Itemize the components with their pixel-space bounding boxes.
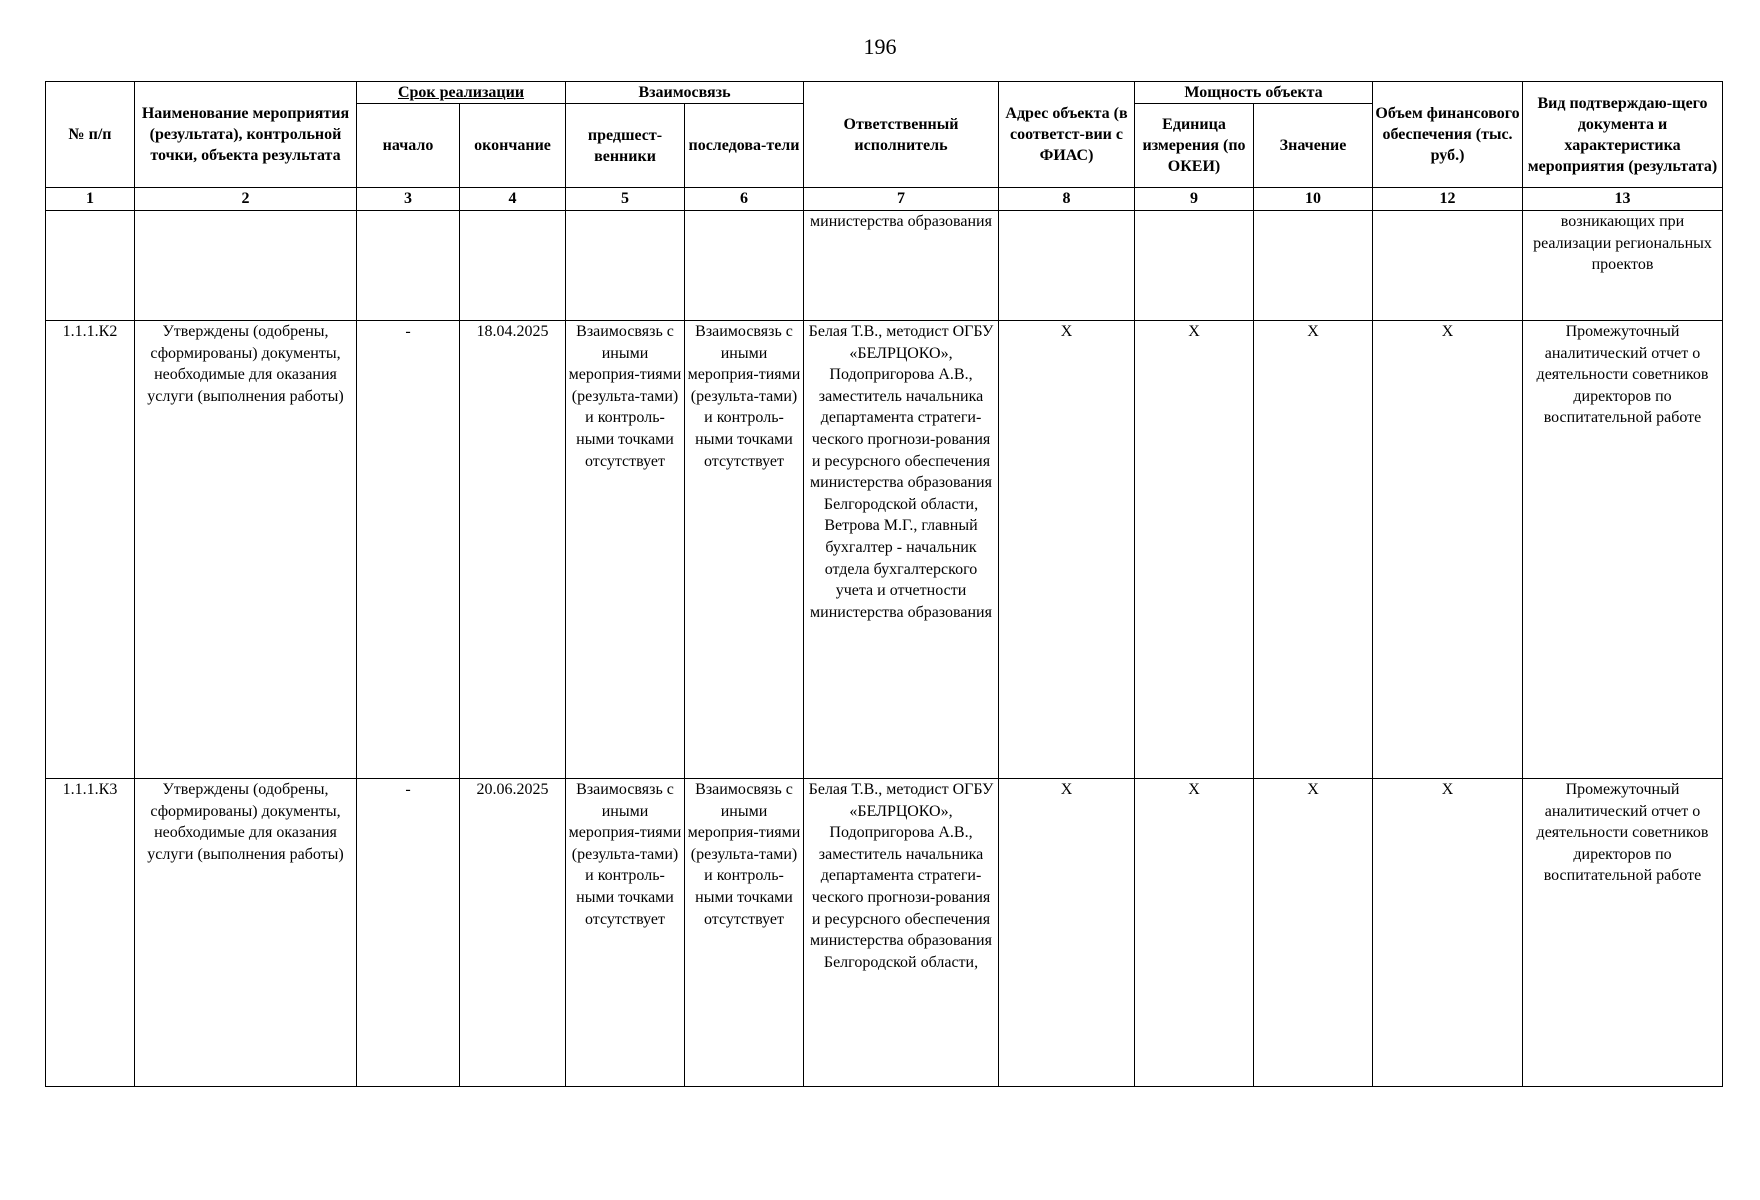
column-number: 9 (1135, 188, 1254, 211)
table-row (46, 321, 1723, 779)
column-number: 8 (999, 188, 1135, 211)
cell-finance: X (1373, 779, 1523, 1087)
cell-id: 1.1.1.К3 (46, 779, 135, 1087)
cell-successors (685, 211, 804, 321)
cell-responsible: министерства образования (804, 211, 999, 321)
header-col-responsible: Ответственный исполнитель (804, 82, 999, 188)
header-col-successors: последова-тели (685, 104, 804, 188)
column-number: 6 (685, 188, 804, 211)
cell-document: Промежуточный аналитический отчет о деятельности советников директоров по воспитательной работе (1523, 779, 1723, 1087)
cell-name: Утверждены (одобрены, сформированы) документы, необходимые для оказания услуги (выполнения работы) (135, 321, 357, 779)
cell-responsible: Белая Т.В., методист ОГБУ «БЕЛРЦОКО», Подопригорова А.В., заместитель начальника департамента стратеги-ческого прогнози-рования и ресурсного обеспечения министерства образования Белгородской области, (804, 779, 999, 1087)
column-number: 5 (566, 188, 685, 211)
cell-name (135, 211, 357, 321)
column-number: 13 (1523, 188, 1723, 211)
column-number: 10 (1254, 188, 1373, 211)
cell-unit: X (1135, 779, 1254, 1087)
column-number: 7 (804, 188, 999, 211)
cell-end: 20.06.2025 (460, 779, 566, 1087)
cell-finance: X (1373, 321, 1523, 779)
header-col-start: начало (357, 104, 460, 188)
cell-finance (1373, 211, 1523, 321)
cell-address: X (999, 779, 1135, 1087)
header-col-predecessors: предшест-венники (566, 104, 685, 188)
cell-id: 1.1.1.К2 (46, 321, 135, 779)
cell-name: Утверждены (одобрены, сформированы) документы, необходимые для оказания услуги (выполнения работы) (135, 779, 357, 1087)
cell-address (999, 211, 1135, 321)
header-col-unit: Единица измерения (по ОКЕИ) (1135, 104, 1254, 188)
header-col-address: Адрес объекта (в соответст-вии с ФИАС) (999, 82, 1135, 188)
cell-responsible: Белая Т.В., методист ОГБУ «БЕЛРЦОКО», Подопригорова А.В., заместитель начальника департамента стратеги-ческого прогнози-рования и ресурсного обеспечения министерства образования Белгородской области, Ветрова М.Г., главный бухгалтер - начальник отдела бухгалтерского учета и отчетности министерства образования (804, 321, 999, 779)
cell-value (1254, 211, 1373, 321)
header-col-finance: Объем финансового обеспечения (тыс. руб.) (1373, 82, 1523, 188)
cell-start: - (357, 779, 460, 1087)
header-group-link: Взаимосвязь (566, 82, 804, 104)
cell-document: Промежуточный аналитический отчет о деятельности советников директоров по воспитательной работе (1523, 321, 1723, 779)
header-col-number: № п/п (46, 82, 135, 188)
cell-unit (1135, 211, 1254, 321)
header-col-end: окончание (460, 104, 566, 188)
cell-start: - (357, 321, 460, 779)
header-col-value: Значение (1254, 104, 1373, 188)
column-number: 2 (135, 188, 357, 211)
column-number: 1 (46, 188, 135, 211)
cell-predecessors: Взаимосвязь с иными мероприя-тиями (результа-тами) и контроль-ными точками отсутствует (566, 779, 685, 1087)
table-row (46, 779, 1723, 1087)
plan-table (45, 81, 1723, 1087)
cell-id (46, 211, 135, 321)
cell-value: X (1254, 321, 1373, 779)
cell-start (357, 211, 460, 321)
cell-address: X (999, 321, 1135, 779)
cell-value: X (1254, 779, 1373, 1087)
column-number: 3 (357, 188, 460, 211)
cell-end: 18.04.2025 (460, 321, 566, 779)
header-group-power: Мощность объекта (1135, 82, 1373, 104)
header-col-document: Вид подтверждаю-щего документа и характеристика мероприятия (результата) (1523, 82, 1723, 188)
cell-document: возникающих при реализации региональных проектов (1523, 211, 1723, 321)
column-number: 12 (1373, 188, 1523, 211)
cell-unit: X (1135, 321, 1254, 779)
column-number-row (46, 188, 1723, 211)
cell-predecessors (566, 211, 685, 321)
cell-predecessors: Взаимосвязь с иными мероприя-тиями (результа-тами) и контроль-ными точками отсутствует (566, 321, 685, 779)
table-row (46, 211, 1723, 321)
page-number: 196 (863, 34, 897, 59)
header-row-1 (46, 82, 1723, 104)
header-col-name: Наименование мероприятия (результата), контрольной точки, объекта результата (135, 82, 357, 188)
header-group-term: Срок реализации (357, 82, 566, 104)
column-number: 4 (460, 188, 566, 211)
cell-successors: Взаимосвязь с иными мероприя-тиями (результа-тами) и контроль-ными точками отсутствует (685, 779, 804, 1087)
cell-end (460, 211, 566, 321)
cell-successors: Взаимосвязь с иными мероприя-тиями (результа-тами) и контроль-ными точками отсутствует (685, 321, 804, 779)
